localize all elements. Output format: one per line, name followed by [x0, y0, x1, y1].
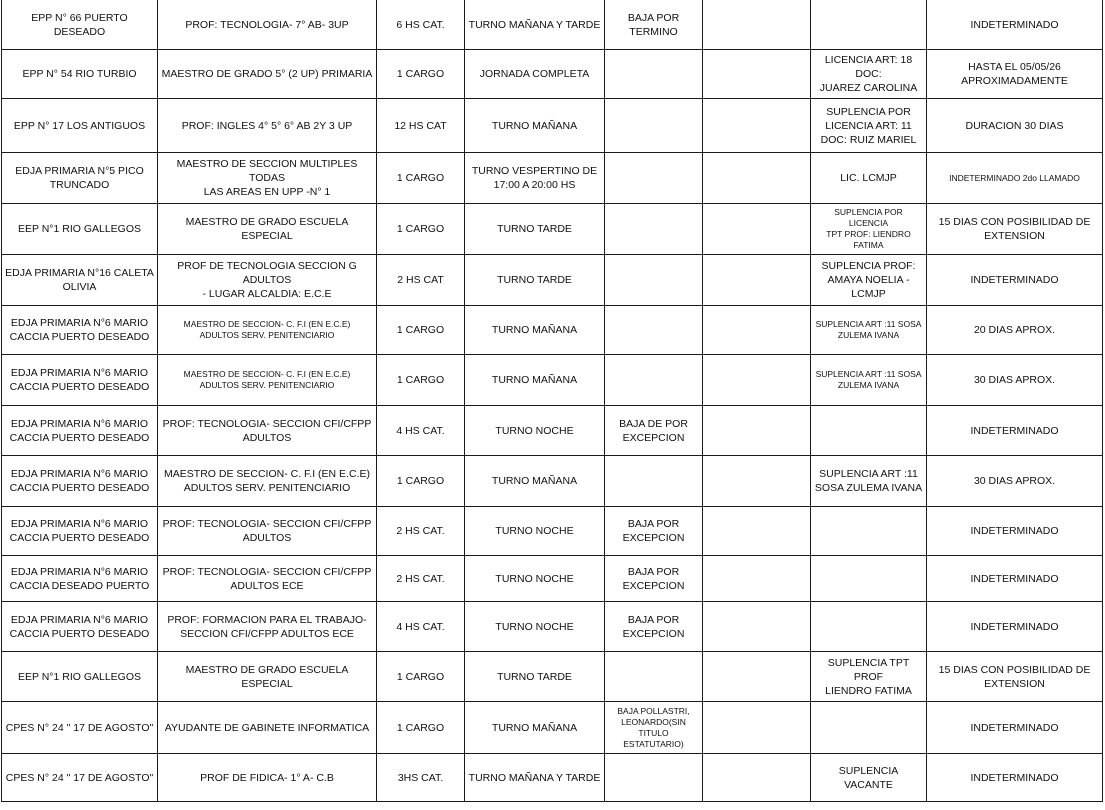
cell-turno: TURNO TARDE: [465, 652, 605, 702]
table-row: [2, 556, 1103, 602]
cell-horas: 12 HS CAT: [377, 99, 465, 153]
cell-duracion: INDETERMINADO: [927, 406, 1103, 456]
cell-turno: TURNO TARDE: [465, 255, 605, 306]
cell-establecimiento: EEP N°1 RIO GALLEGOS: [2, 204, 158, 255]
cell-duracion: 30 DIAS APROX.: [927, 355, 1103, 406]
cell-establecimiento: EDJA PRIMARIA N°16 CALETA OLIVIA: [2, 255, 158, 306]
cell-baja: [605, 355, 703, 406]
cell-turno: TURNO TARDE: [465, 204, 605, 255]
cell-horas: 1 CARGO: [377, 652, 465, 702]
cell-turno: TURNO NOCHE: [465, 406, 605, 456]
cell-situacion: [811, 556, 927, 602]
cell-situacion: SUPLENCIA VACANTE: [811, 754, 927, 802]
table-row: [2, 602, 1103, 652]
table-row: [2, 306, 1103, 355]
cell-establecimiento: EPP N° 17 LOS ANTIGUOS: [2, 99, 158, 153]
cell-vacio: [703, 355, 811, 406]
cell-establecimiento: EPP N° 66 PUERTO DESEADO: [2, 1, 158, 50]
cell-turno: TURNO NOCHE: [465, 602, 605, 652]
cell-cargo: AYUDANTE DE GABINETE INFORMATICA: [158, 702, 377, 754]
table-body: [2, 1, 1103, 802]
cell-duracion: INDETERMINADO: [927, 702, 1103, 754]
cell-cargo: MAESTRO DE GRADO ESCUELA ESPECIAL: [158, 204, 377, 255]
cell-baja: [605, 306, 703, 355]
cell-cargo: MAESTRO DE SECCION- C. F.I (EN E.C.E) ADULTOS SERV. PENITENCIARIO: [158, 456, 377, 507]
cell-duracion: 30 DIAS APROX.: [927, 456, 1103, 507]
cell-baja: BAJA POR EXCEPCION: [605, 507, 703, 556]
cell-turno: JORNADA COMPLETA: [465, 50, 605, 99]
cell-duracion: INDETERMINADO: [927, 754, 1103, 802]
cell-situacion: SUPLENCIA PROF: AMAYA NOELIA - LCMJP: [811, 255, 927, 306]
cell-baja: [605, 204, 703, 255]
cell-duracion: 15 DIAS CON POSIBILIDAD DE EXTENSION: [927, 652, 1103, 702]
cell-vacio: [703, 153, 811, 204]
vacancies-table: [1, 0, 1103, 802]
cell-horas: 1 CARGO: [377, 456, 465, 507]
cell-situacion: SUPLENCIA TPT PROF LIENDRO FATIMA: [811, 652, 927, 702]
cell-establecimiento: EDJA PRIMARIA N°5 PICO TRUNCADO: [2, 153, 158, 204]
cell-horas: 2 HS CAT.: [377, 507, 465, 556]
cell-establecimiento: CPES N° 24 " 17 DE AGOSTO": [2, 702, 158, 754]
cell-establecimiento: CPES N° 24 " 17 DE AGOSTO": [2, 754, 158, 802]
cell-situacion: SUPLENCIA POR LICENCIA ART: 11 DOC: RUIZ MARIEL: [811, 99, 927, 153]
cell-vacio: [703, 306, 811, 355]
table-row: [2, 754, 1103, 802]
cell-horas: 6 HS CAT.: [377, 1, 465, 50]
table-row: [2, 406, 1103, 456]
cell-baja: [605, 754, 703, 802]
cell-cargo: PROF: FORMACION PARA EL TRABAJO- SECCION CFI/CFPP ADULTOS ECE: [158, 602, 377, 652]
cell-duracion: INDETERMINADO: [927, 255, 1103, 306]
cell-situacion: [811, 406, 927, 456]
cell-vacio: [703, 602, 811, 652]
cell-duracion: 20 DIAS APROX.: [927, 306, 1103, 355]
cell-vacio: [703, 702, 811, 754]
cell-situacion: LICENCIA ART: 18 DOC: JUAREZ CAROLINA: [811, 50, 927, 99]
cell-duracion: INDETERMINADO 2do LLAMADO: [927, 153, 1103, 204]
cell-vacio: [703, 1, 811, 50]
cell-turno: TURNO MAÑANA: [465, 702, 605, 754]
cell-horas: 4 HS CAT.: [377, 602, 465, 652]
table-row: [2, 1, 1103, 50]
cell-duracion: INDETERMINADO: [927, 507, 1103, 556]
cell-vacio: [703, 556, 811, 602]
cell-situacion: [811, 1, 927, 50]
cell-vacio: [703, 255, 811, 306]
cell-vacio: [703, 652, 811, 702]
cell-turno: TURNO MAÑANA Y TARDE: [465, 754, 605, 802]
table-row: [2, 652, 1103, 702]
table-row: [2, 99, 1103, 153]
cell-cargo: PROF: INGLES 4° 5° 6° AB 2Y 3 UP: [158, 99, 377, 153]
cell-duracion: INDETERMINADO: [927, 1, 1103, 50]
cell-baja: BAJA POR EXCEPCION: [605, 602, 703, 652]
cell-baja: [605, 99, 703, 153]
table-row: [2, 153, 1103, 204]
cell-situacion: [811, 702, 927, 754]
cell-duracion: DURACION 30 DIAS: [927, 99, 1103, 153]
table-row: [2, 507, 1103, 556]
table-row: [2, 355, 1103, 406]
cell-baja: BAJA POR TERMINO: [605, 1, 703, 50]
cell-turno: TURNO MAÑANA: [465, 456, 605, 507]
table-row: [2, 702, 1103, 754]
cell-duracion: HASTA EL 05/05/26 APROXIMADAMENTE: [927, 50, 1103, 99]
cell-cargo: PROF DE TECNOLOGIA SECCION G ADULTOS - LUGAR ALCALDIA: E.C.E: [158, 255, 377, 306]
cell-baja: [605, 456, 703, 507]
cell-horas: 4 HS CAT.: [377, 406, 465, 456]
cell-establecimiento: EDJA PRIMARIA N°6 MARIO CACCIA PUERTO DESEADO: [2, 602, 158, 652]
cell-baja: [605, 153, 703, 204]
cell-horas: 3HS CAT.: [377, 754, 465, 802]
cell-situacion: SUPLENCIA POR LICENCIA TPT PROF: LIENDRO FATIMA: [811, 204, 927, 255]
cell-duracion: INDETERMINADO: [927, 556, 1103, 602]
cell-cargo: PROF: TECNOLOGIA- 7° AB- 3UP: [158, 1, 377, 50]
cell-vacio: [703, 204, 811, 255]
cell-establecimiento: EDJA PRIMARIA N°6 MARIO CACCIA PUERTO DESEADO: [2, 355, 158, 406]
cell-cargo: PROF DE FIDICA- 1° A- C.B: [158, 754, 377, 802]
cell-horas: 1 CARGO: [377, 50, 465, 99]
table-row: [2, 50, 1103, 99]
cell-baja: BAJA DE POR EXCEPCION: [605, 406, 703, 456]
cell-turno: TURNO MAÑANA: [465, 306, 605, 355]
cell-situacion: SUPLENCIA ART :11 SOSA ZULEMA IVANA: [811, 306, 927, 355]
cell-situacion: SUPLENCIA ART :11 SOSA ZULEMA IVANA: [811, 355, 927, 406]
cell-situacion: SUPLENCIA ART :11 SOSA ZULEMA IVANA: [811, 456, 927, 507]
cell-turno: TURNO NOCHE: [465, 507, 605, 556]
cell-cargo: MAESTRO DE GRADO ESCUELA ESPECIAL: [158, 652, 377, 702]
cell-establecimiento: EEP N°1 RIO GALLEGOS: [2, 652, 158, 702]
cell-cargo: MAESTRO DE GRADO 5° (2 UP) PRIMARIA: [158, 50, 377, 99]
cell-establecimiento: EDJA PRIMARIA N°6 MARIO CACCIA PUERTO DESEADO: [2, 507, 158, 556]
cell-establecimiento: EPP N° 54 RIO TURBIO: [2, 50, 158, 99]
cell-duracion: 15 DIAS CON POSIBILIDAD DE EXTENSION: [927, 204, 1103, 255]
cell-vacio: [703, 406, 811, 456]
cell-cargo: MAESTRO DE SECCION- C. F.I (EN E.C.E) ADULTOS SERV. PENITENCIARIO: [158, 306, 377, 355]
cell-situacion: LIC. LCMJP: [811, 153, 927, 204]
cell-baja: [605, 652, 703, 702]
cell-situacion: [811, 602, 927, 652]
cell-vacio: [703, 456, 811, 507]
cell-vacio: [703, 754, 811, 802]
cell-establecimiento: EDJA PRIMARIA N°6 MARIO CACCIA DESEADO PUERTO: [2, 556, 158, 602]
cell-cargo: MAESTRO DE SECCION- C. F.I (EN E.C.E) ADULTOS SERV. PENITENCIARIO: [158, 355, 377, 406]
cell-cargo: PROF: TECNOLOGIA- SECCION CFI/CFPP ADULTOS: [158, 507, 377, 556]
cell-baja: [605, 255, 703, 306]
cell-baja: [605, 50, 703, 99]
cell-establecimiento: EDJA PRIMARIA N°6 MARIO CACCIA PUERTO DESEADO: [2, 306, 158, 355]
cell-turno: TURNO MAÑANA Y TARDE: [465, 1, 605, 50]
cell-horas: 1 CARGO: [377, 306, 465, 355]
cell-horas: 1 CARGO: [377, 702, 465, 754]
cell-baja: BAJA POLLASTRI, LEONARDO(SIN TITULO ESTATUTARIO): [605, 702, 703, 754]
cell-horas: 1 CARGO: [377, 355, 465, 406]
cell-turno: TURNO MAÑANA: [465, 99, 605, 153]
cell-horas: 2 HS CAT: [377, 255, 465, 306]
cell-turno: TURNO VESPERTINO DE 17:00 A 20:00 HS: [465, 153, 605, 204]
cell-duracion: INDETERMINADO: [927, 602, 1103, 652]
table-row: [2, 456, 1103, 507]
cell-turno: TURNO MAÑANA: [465, 355, 605, 406]
cell-establecimiento: EDJA PRIMARIA N°6 MARIO CACCIA PUERTO DESEADO: [2, 456, 158, 507]
cell-turno: TURNO NOCHE: [465, 556, 605, 602]
cell-horas: 1 CARGO: [377, 204, 465, 255]
cell-establecimiento: EDJA PRIMARIA N°6 MARIO CACCIA PUERTO DESEADO: [2, 406, 158, 456]
cell-vacio: [703, 99, 811, 153]
cell-cargo: MAESTRO DE SECCION MULTIPLES TODAS LAS AREAS EN UPP -N° 1: [158, 153, 377, 204]
cell-situacion: [811, 507, 927, 556]
table-row: [2, 255, 1103, 306]
cell-vacio: [703, 507, 811, 556]
cell-baja: BAJA POR EXCEPCION: [605, 556, 703, 602]
cell-horas: 1 CARGO: [377, 153, 465, 204]
cell-horas: 2 HS CAT.: [377, 556, 465, 602]
cell-vacio: [703, 50, 811, 99]
cell-cargo: PROF: TECNOLOGIA- SECCION CFI/CFPP ADULTOS ECE: [158, 556, 377, 602]
table-row: [2, 204, 1103, 255]
cell-cargo: PROF: TECNOLOGIA- SECCION CFI/CFPP ADULTOS: [158, 406, 377, 456]
